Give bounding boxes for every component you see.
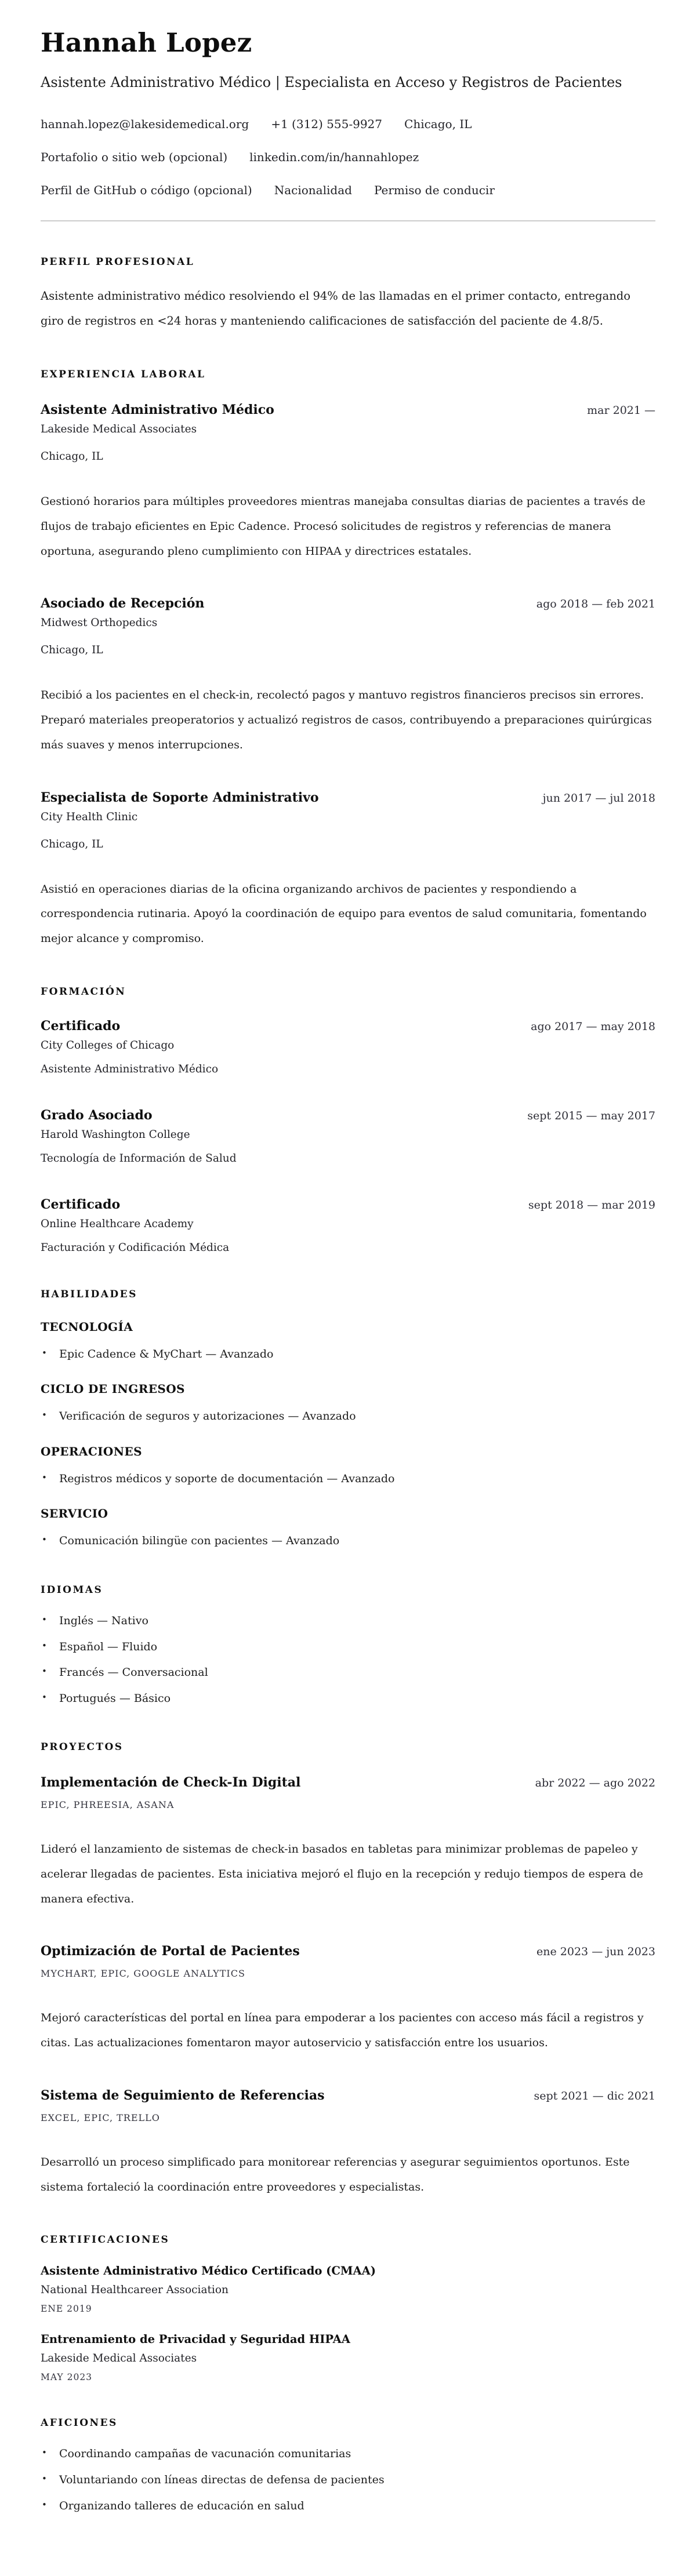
job-company: Midwest Orthopedics (41, 617, 158, 630)
section-education (41, 986, 655, 1254)
section-title-profile: PERFIL PROFESIONAL (41, 256, 195, 268)
education-entry (41, 1197, 655, 1254)
hobby-list (41, 2446, 655, 2514)
project-tools: EPIC, PHREESIA, ASANA (41, 1799, 175, 1811)
section-title-languages: IDIOMAS (41, 1584, 103, 1596)
project-entry (41, 2088, 655, 2200)
page-title: Hannah Lopez (41, 27, 252, 58)
email-text: hannah.lopez@lakesidemedical.org (41, 117, 249, 132)
degree-title: Grado Asociado (41, 1107, 153, 1123)
job-dates: ago 2018 — feb 2021 (536, 598, 655, 611)
skill-item: • Registros médicos y soporte de documentación — Avanzado (41, 1471, 655, 1487)
skill-list (41, 1409, 655, 1425)
job-description: Recibió a los pacientes en el check-in, recolectó pagos y mantuvo registros financieros precisos sin errores. Preparó materiales preoperatorios y actualizó registros de casos, contribuyendo a preparaciones quirúrgicas más suaves y menos interrupciones. (41, 689, 652, 751)
contact-row-links (41, 150, 655, 164)
project-entry (41, 1775, 655, 1911)
field-of-study: Tecnología de Información de Salud (41, 1152, 237, 1165)
education-dates: sept 2015 — may 2017 (527, 1109, 655, 1122)
school-name: Harold Washington College (41, 1128, 190, 1141)
certification-name: Entrenamiento de Privacidad y Seguridad HIPAA (41, 2333, 350, 2346)
contact-row-primary (41, 117, 655, 131)
skill-group (41, 1445, 655, 1487)
education-dates: sept 2018 — mar 2019 (528, 1198, 655, 1211)
section-title-certifications: CERTIFICACIONES (41, 2234, 170, 2246)
phone-text: +1 (312) 555-9927 (271, 117, 383, 132)
job-title: Asistente Administrativo Médico (41, 402, 274, 418)
entry-head (41, 1775, 655, 1790)
project-dates: ene 2023 — jun 2023 (536, 1945, 655, 1959)
job-company: Lakeside Medical Associates (41, 423, 197, 436)
job-dates: jun 2017 — jul 2018 (542, 791, 655, 805)
certification-entry (41, 2333, 655, 2382)
resume-header (41, 27, 655, 197)
entry-head (41, 596, 655, 611)
skill-group-title: OPERACIONES (41, 1444, 142, 1458)
skill-group (41, 1320, 655, 1363)
field-of-study: Asistente Administrativo Médico (41, 1063, 219, 1075)
degree-title: Certificado (41, 1196, 121, 1212)
education-dates: ago 2017 — may 2018 (531, 1020, 655, 1033)
language-item: • Francés — Conversacional (41, 1665, 655, 1681)
entry-head (41, 1197, 655, 1212)
hobby-item: • Organizando talleres de educación en salud (41, 2498, 655, 2515)
language-item: • Español — Fluido (41, 1639, 655, 1656)
job-location: Chicago, IL (41, 838, 103, 850)
section-title-experience: EXPERIENCIA LABORAL (41, 369, 206, 381)
section-title-skills: HABILIDADES (41, 1288, 137, 1300)
project-description: Lideró el lanzamiento de sistemas de check-in basados en tabletas para minimizar problemas de papeleo y acelerar llegadas de pacientes. Esta iniciativa mejoró el flujo en la recepción y redujo tiempos de espera de manera efectiva. (41, 1843, 643, 1905)
header-divider (41, 220, 655, 221)
job-description: Asistió en operaciones diarias de la oficina organizando archivos de pacientes y respondiendo a correspondencia rutinaria. Apoyó la coordinación de equipo para eventos de salud comunitaria, fomentando mejor alcance y compromiso. (41, 882, 647, 945)
project-description: Mejoró características del portal en línea para empoderar a los pacientes con acceso más fácil a registros y citas. Las actualizaciones fomentaron mayor autoservicio y satisfacción entre los usuarios. (41, 2011, 644, 2050)
profile-summary: Asistente administrativo médico resolviendo el 94% de las llamadas en el primer contacto, entregando giro de registros en <24 horas y manteniendo calificaciones de satisfacción del paciente de 4.8/5. (41, 289, 630, 328)
experience-entry (41, 596, 655, 757)
certification-date: MAY 2023 (41, 2372, 93, 2383)
skill-group (41, 1507, 655, 1549)
section-languages (41, 1584, 655, 1707)
field-of-study: Facturación y Codificación Médica (41, 1241, 230, 1254)
skill-item: • Verificación de seguros y autorizaciones — Avanzado (41, 1409, 655, 1425)
job-company: City Health Clinic (41, 810, 138, 823)
project-description: Desarrolló un proceso simplificado para monitorear referencias y asegurar seguimientos oportunos. Este sistema fortaleció la coordinación entre proveedores y especialistas. (41, 2155, 630, 2193)
project-tools: EXCEL, EPIC, TRELLO (41, 2112, 160, 2123)
language-list (41, 1613, 655, 1707)
job-title: Especialista de Soporte Administrativo (41, 789, 319, 805)
experience-entry (41, 790, 655, 951)
job-location: Chicago, IL (41, 450, 103, 463)
location-text: Chicago, IL (404, 117, 472, 132)
linkedin-text: linkedin.com/in/hannahlopez (249, 150, 419, 165)
project-name: Implementación de Check-In Digital (41, 1775, 301, 1791)
skill-group-title: CICLO DE INGRESOS (41, 1382, 185, 1396)
hobby-item: • Coordinando campañas de vacunación comunitarias (41, 2446, 655, 2462)
language-item: • Inglés — Nativo (41, 1613, 655, 1629)
section-title-hobbies: AFICIONES (41, 2417, 118, 2429)
entry-head (41, 402, 655, 417)
skill-item: • Epic Cadence & MyChart — Avanzado (41, 1347, 655, 1363)
driving-permit-text: Permiso de conducir (374, 183, 495, 198)
job-title: Asociado de Recepción (41, 596, 205, 612)
section-title-education: FORMACIÓN (41, 985, 126, 998)
education-entry (41, 1018, 655, 1075)
section-title-projects: PROYECTOS (41, 1741, 124, 1753)
section-hobbies (41, 2417, 655, 2514)
certification-issuer: National Healthcareer Association (41, 2284, 229, 2297)
project-name: Sistema de Seguimiento de Referencias (41, 2087, 325, 2103)
skill-list (41, 1471, 655, 1487)
entry-head (41, 790, 655, 805)
headline: Asistente Administrativo Médico | Especialista en Acceso y Registros de Pacientes (41, 74, 622, 91)
section-projects (41, 1741, 655, 2199)
certification-date: ENE 2019 (41, 2304, 92, 2315)
section-profile (41, 256, 655, 334)
skill-list (41, 1347, 655, 1363)
section-certifications (41, 2234, 655, 2382)
education-entry (41, 1108, 655, 1165)
entry-head (41, 1018, 655, 1034)
section-skills (41, 1289, 655, 1549)
nationality-text: Nacionalidad (274, 183, 352, 198)
project-tools: MYCHART, EPIC, GOOGLE ANALYTICS (41, 1968, 245, 1980)
experience-entry (41, 402, 655, 563)
project-name: Optimización de Portal de Pacientes (41, 1944, 300, 1959)
job-dates: mar 2021 — (587, 404, 655, 417)
school-name: City Colleges of Chicago (41, 1039, 175, 1051)
certification-issuer: Lakeside Medical Associates (41, 2352, 197, 2365)
skill-group-title: TECNOLOGÍA (41, 1319, 133, 1334)
portfolio-placeholder-text: Portafolio o sitio web (opcional) (41, 150, 228, 165)
skill-group (41, 1382, 655, 1425)
skill-group-title: SERVICIO (41, 1507, 108, 1521)
project-dates: abr 2022 — ago 2022 (535, 1777, 655, 1790)
skill-item: • Comunicación bilingüe con pacientes — Avanzado (41, 1533, 655, 1549)
entry-head (41, 1108, 655, 1123)
certification-entry (41, 2264, 655, 2314)
skill-list (41, 1533, 655, 1549)
project-dates: sept 2021 — dic 2021 (534, 2089, 655, 2102)
entry-head (41, 1944, 655, 1959)
entry-head (41, 2088, 655, 2103)
github-placeholder-text: Perfil de GitHub o código (opcional) (41, 183, 252, 198)
project-entry (41, 1944, 655, 2055)
school-name: Online Healthcare Academy (41, 1217, 194, 1230)
certification-name: Asistente Administrativo Médico Certificado (CMAA) (41, 2264, 376, 2278)
job-description: Gestionó horarios para múltiples proveedores mientras manejaba consultas diarias de pacientes a través de flujos de trabajo eficientes en Epic Cadence. Procesó solicitudes de registros y referencias de manera oportuna, asegurando pleno cumplimiento con HIPAA y directrices estatales. (41, 495, 646, 558)
language-item: • Portugués — Básico (41, 1691, 655, 1707)
hobby-item: • Voluntariando con líneas directas de defensa de pacientes (41, 2472, 655, 2488)
job-location: Chicago, IL (41, 644, 103, 657)
degree-title: Certificado (41, 1018, 121, 1034)
section-experience (41, 369, 655, 951)
contact-row-extra (41, 183, 655, 197)
